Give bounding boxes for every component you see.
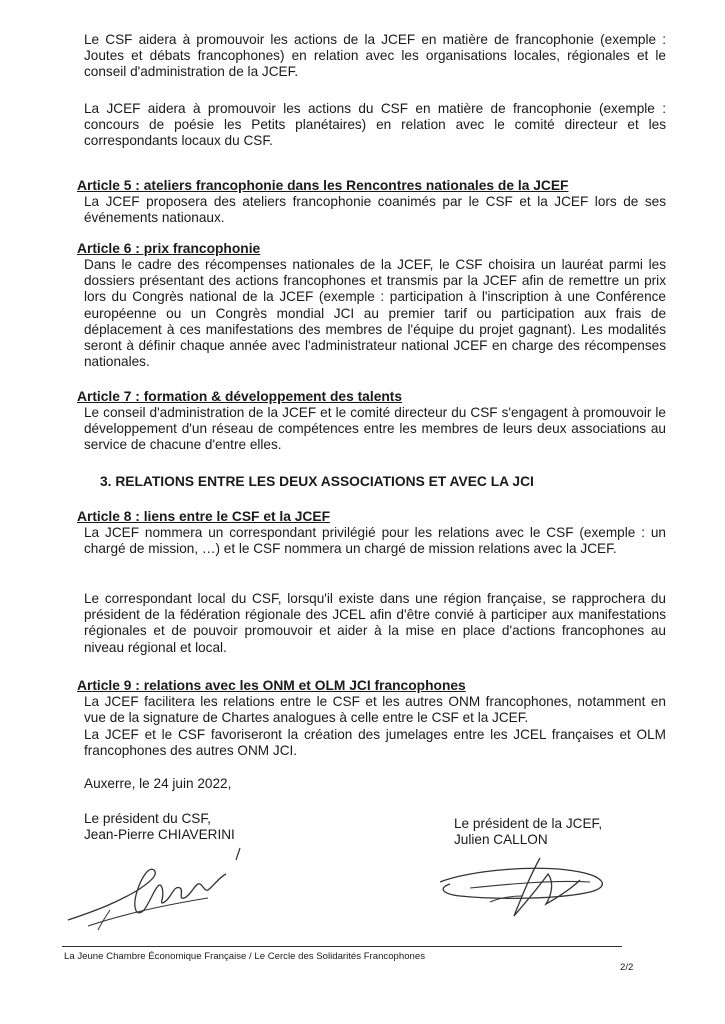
csf-signatory-role: Le président du CSF, <box>84 811 211 826</box>
article-9-text-1: La JCEF facilitera les relations entre le CSF et les autres ONM francophones, notamment en vue de la signature de Chartes analogues à celle entre le CSF et la JCEF. <box>84 694 666 726</box>
article-6-text: Dans le cadre des récompenses nationales de la JCEF, le CSF choisira un lauréat parmi les dossiers présentant des actions francophones et transmis par la JCEF afin de remettre un prix lors du Congrès national de la JCEF (exemple : participation à l'inscription à une Conférence européenne ou un Congrès mondial JCI au premier tarif ou participation aux frais de déplacement à ces manifestations des membres de l'équipe du projet gagnant). Les modalités seront à définir chaque année avec l'administrateur national JCEF en charge des récompenses nationales. <box>84 257 666 370</box>
article-7-title: Article 7 : formation & développement des talents <box>77 389 403 404</box>
csf-signatory-name: Jean-Pierre CHIAVERINI <box>84 827 235 842</box>
article-9-text-2: La JCEF et le CSF favoriseront la création des jumelages entre les JCEL françaises et OLM francophones des autres ONM JCI. <box>84 727 666 759</box>
paragraph-csf-promotion: Le CSF aidera à promouvoir les actions de la JCEF en matière de francophonie (exemple : Joutes et débats francophones) en relation avec les organisations locales, régionales et le conseil d'administration de la JCEF. <box>84 32 666 80</box>
page-number: 2/2 <box>620 962 634 973</box>
article-9-title: Article 9 : relations avec les ONM et OLM JCI francophones <box>77 678 466 693</box>
article-6-title: Article 6 : prix francophonie <box>77 241 261 256</box>
jcef-signature-icon <box>430 852 630 932</box>
jcef-signatory-role: Le président de la JCEF, <box>454 816 603 831</box>
article-5-title: Article 5 : ateliers francophonie dans les Rencontres nationales de la JCEF <box>77 178 569 193</box>
article-7-text: Le conseil d'administration de la JCEF et le comité directeur du CSF s'engagent à promouvoir le développement d'un réseau de compétences entre les membres de leurs deux associations au service de chacune d'entre elles. <box>84 405 666 453</box>
place-date: Auxerre, le 24 juin 2022, <box>84 776 232 791</box>
footer-text: La Jeune Chambre Économique Française / Le Cercle des Solidarités Francophones <box>64 951 426 962</box>
article-8-text-2: Le correspondant local du CSF, lorsqu'il existe dans une région française, se rapprochera du président de la fédération régionale des JCEL afin d'être convié à participer aux manifestations régionales et de pouvoir promouvoir et aider à la mise en place d'actions francophones au niveau régional et local. <box>84 591 666 655</box>
jcef-signatory-name: Julien CALLON <box>454 832 548 847</box>
section-3-title: 3. RELATIONS ENTRE LES DEUX ASSOCIATIONS ET AVEC LA JCI <box>100 474 534 489</box>
article-8-text-1: La JCEF nommera un correspondant privilégié pour les relations avec le CSF (exemple : un chargé de mission, …) et le CSF nommera un chargé de mission relations avec la JCEF. <box>84 525 666 557</box>
csf-signature-icon <box>58 840 258 940</box>
article-5-text: La JCEF proposera des ateliers francophonie coanimés par le CSF et la JCEF lors de ses événements nationaux. <box>84 194 666 226</box>
article-8-title: Article 8 : liens entre le CSF et la JCEF <box>77 509 331 524</box>
footer-divider <box>62 946 622 947</box>
paragraph-jcef-promotion: La JCEF aidera à promouvoir les actions du CSF en matière de francophonie (exemple : concours de poésie les Petits planétaires) en relation avec le comité directeur et les correspondants locaux du CSF. <box>84 101 666 149</box>
